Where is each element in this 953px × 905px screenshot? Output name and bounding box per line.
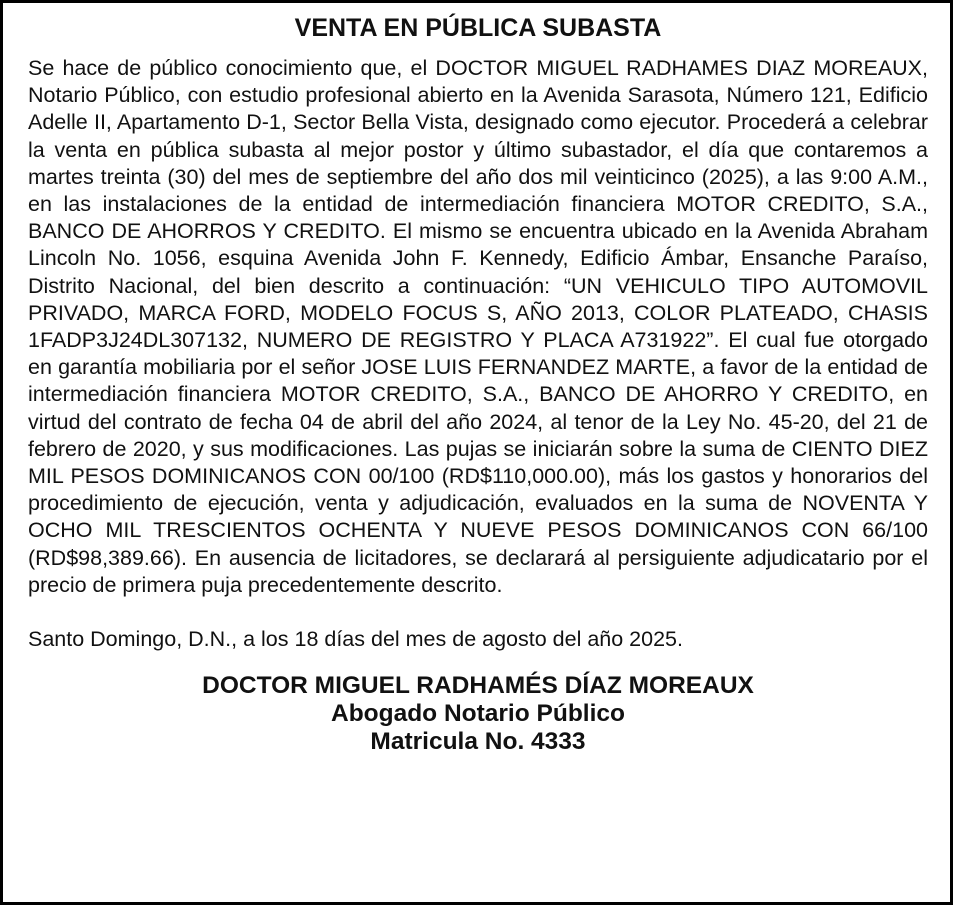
notice-body: Se hace de público conocimiento que, el DOCTOR MIGUEL RADHAMES DIAZ MOREAUX, Notario Público, con estudio profesional abierto en la Avenida Sarasota, Número 121, Edificio Adelle II, Apartamento D-1, Sector Bella Vista, designado como ejecutor. Procederá a celebrar la venta en pública subasta al mejor postor y último subastador, el día que contaremos a martes treinta (30) del mes de septiembre del año dos mil veinticinco (2025), a las 9:00 A.M., en las instalaciones de la entidad de intermediación financiera MOTOR CREDITO, S.A., BANCO DE AHORROS Y CREDITO. El mismo se encuentra ubicado en la Avenida Abraham Lincoln No. 1056, esquina Avenida John F. Kennedy, Edificio Ámbar, Ensanche Paraíso, Distrito Nacional, del bien descrito a continuación: “UN VEHICULO TIPO AUTOMOVIL PRIVADO, MARCA FORD, MODELO FOCUS S, AÑO 2013, COLOR PLATEADO, CHASIS 1FADP3J24DL307132, NUMERO DE REGISTRO Y PLACA A731922”. El cual fue otorgado en garantía mobiliaria por el señor JOSE LUIS FERNANDEZ MARTE, a favor de la entidad de intermediación financiera MOTOR CREDITO, S.A., BANCO DE AHORRO Y CREDITO, en virtud del contrato de fecha 04 de abril del año 2024, al tenor de la Ley No. 45-20, del 21 de febrero de 2020, y sus modificaciones. Las pujas se iniciarán sobre la suma de CIENTO DIEZ MIL PESOS DOMINICANOS CON 00/100 (RD$110,000.00), más los gastos y honorarios del procedimiento de ejecución, venta y adjudicación, evaluados en la suma de NOVENTA Y OCHO MIL TRESCIENTOS OCHENTA Y NUEVE PESOS DOMINICANOS CON 66/100 (RD$98,389.66). En ausencia de licitadores, se declarará al persiguiente adjudicatario por el precio de primera puja precedentemente descrito. (28, 56, 928, 597)
signatory-name: DOCTOR MIGUEL RADHAMÉS DÍAZ MOREAUX (202, 672, 754, 700)
notice-title: VENTA EN PÚBLICA SUBASTA (294, 14, 662, 42)
notice-date-line: Santo Domingo, D.N., a los 18 días del mes de agosto del año 2025. (28, 627, 683, 652)
signatory-role: Abogado Notario Público (331, 700, 625, 728)
signatory-registration: Matricula No. 4333 (370, 728, 586, 756)
signature-block (28, 672, 928, 756)
